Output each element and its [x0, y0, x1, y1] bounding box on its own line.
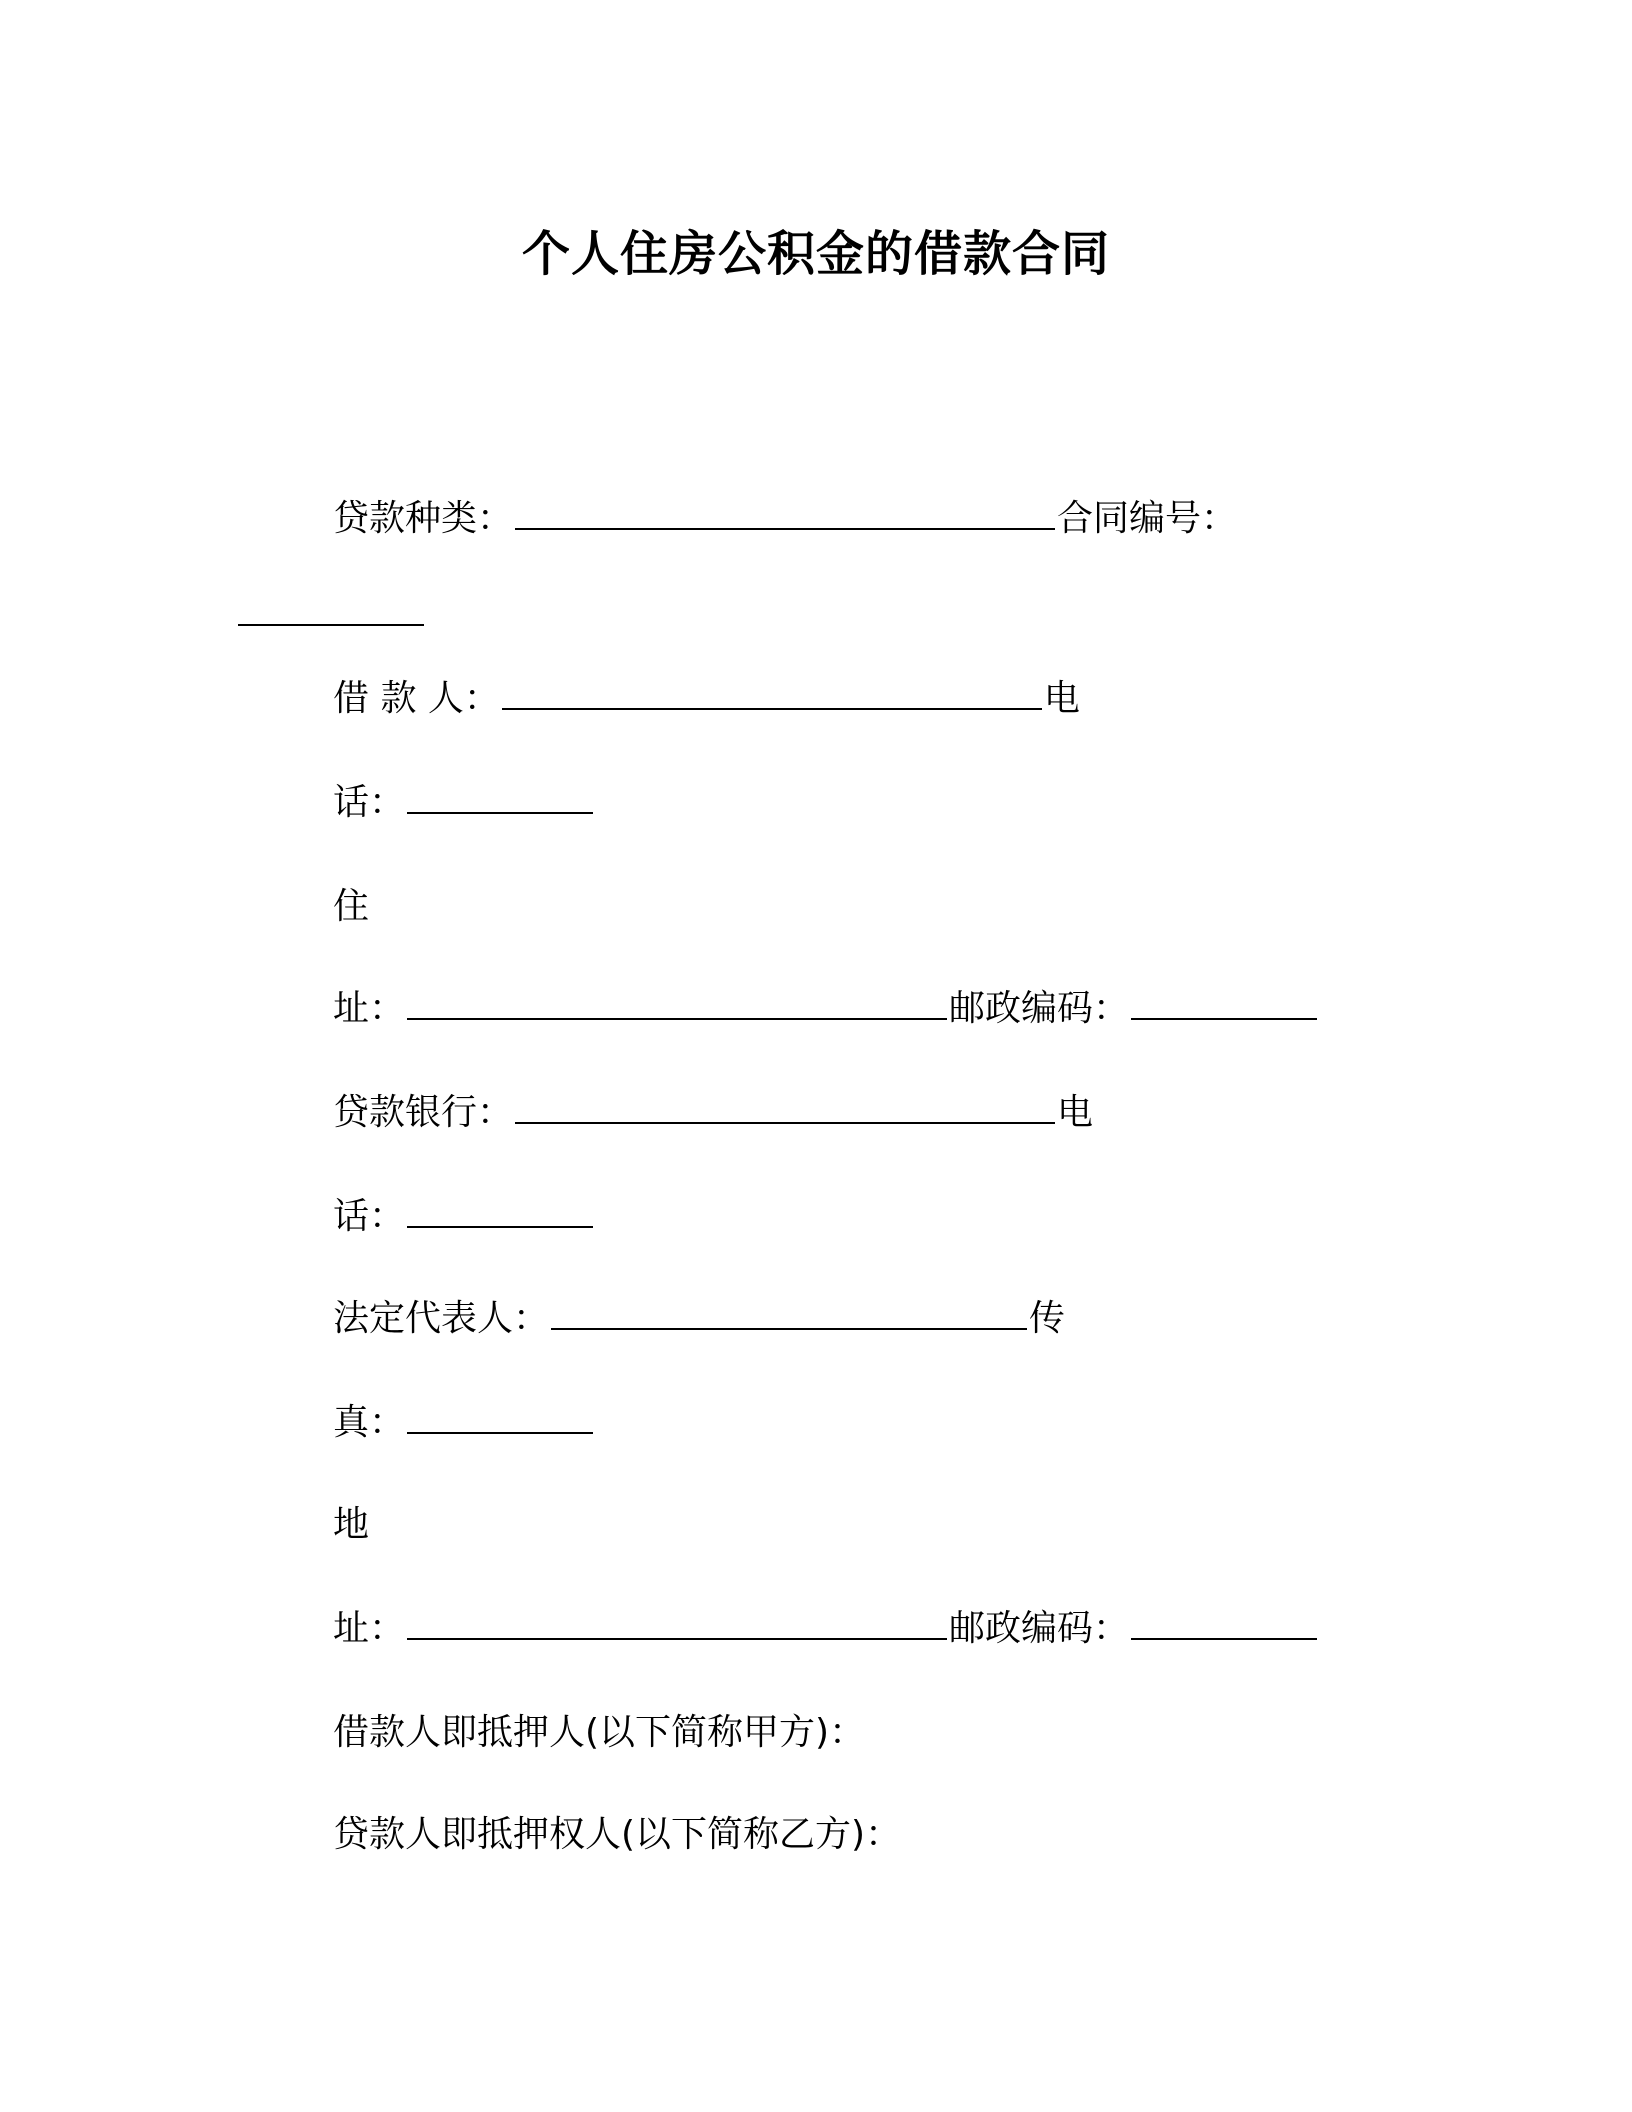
- contract-no-label: 合同编号：: [1057, 498, 1238, 539]
- document-title: 个人住房公积金的借款合同: [521, 226, 1110, 282]
- contract-no-blank: [238, 594, 424, 626]
- residence-address-blank: [407, 988, 947, 1020]
- location-postcode-label: 邮政编码：: [949, 1608, 1130, 1649]
- location-address-line: [333, 1604, 1319, 1654]
- residence-postcode-blank: [1131, 988, 1317, 1020]
- location-postcode-blank: [1131, 1608, 1317, 1640]
- location-label-part1: 地: [333, 1504, 370, 1545]
- residence-label-part1: 住: [333, 886, 370, 927]
- fax-line: [333, 1398, 595, 1448]
- legal-rep-line: [333, 1294, 1065, 1344]
- loan-type-line: [333, 494, 1237, 544]
- party-a-line: [333, 1708, 865, 1758]
- loan-type-label: 贷款种类：: [333, 498, 514, 539]
- location-line1: [333, 1500, 369, 1550]
- residence-line1: [333, 882, 369, 932]
- lending-bank-line: [333, 1088, 1093, 1138]
- location-address-label: 址：: [333, 1608, 406, 1649]
- contract-no-line: [238, 590, 426, 640]
- bank-phone-label-part1: 电: [1057, 1092, 1094, 1133]
- fax-blank: [407, 1402, 593, 1434]
- bank-phone-line: [333, 1192, 595, 1242]
- lending-bank-label: 贷款银行：: [333, 1092, 514, 1133]
- borrower-phone-blank: [407, 782, 593, 814]
- loan-type-blank: [515, 498, 1055, 530]
- fax-label-part1: 传: [1029, 1298, 1066, 1339]
- bank-phone-label-part2: 话：: [333, 1196, 406, 1237]
- residence-address-line: [333, 984, 1319, 1034]
- borrower-phone-label-part2: 话：: [333, 782, 406, 823]
- residence-postcode-label: 邮政编码：: [949, 988, 1130, 1029]
- legal-rep-label: 法定代表人：: [333, 1298, 550, 1339]
- borrower-phone-label-part1: 电: [1043, 678, 1080, 719]
- party-a-label: 借款人即抵押人(以下简称甲方)：: [333, 1712, 866, 1753]
- party-b-label: 贷款人即抵押权人(以下简称乙方)：: [333, 1814, 902, 1855]
- party-b-line: [333, 1810, 901, 1860]
- lending-bank-blank: [515, 1092, 1055, 1124]
- residence-address-label: 址：: [333, 988, 406, 1029]
- borrower-phone-line: [333, 778, 595, 828]
- legal-rep-blank: [551, 1298, 1027, 1330]
- borrower-label: 借 款 人：: [333, 678, 500, 719]
- borrower-blank: [502, 678, 1042, 710]
- borrower-line: [333, 674, 1080, 724]
- bank-phone-blank: [407, 1196, 593, 1228]
- location-address-blank: [407, 1608, 947, 1640]
- fax-label-part2: 真：: [333, 1402, 406, 1443]
